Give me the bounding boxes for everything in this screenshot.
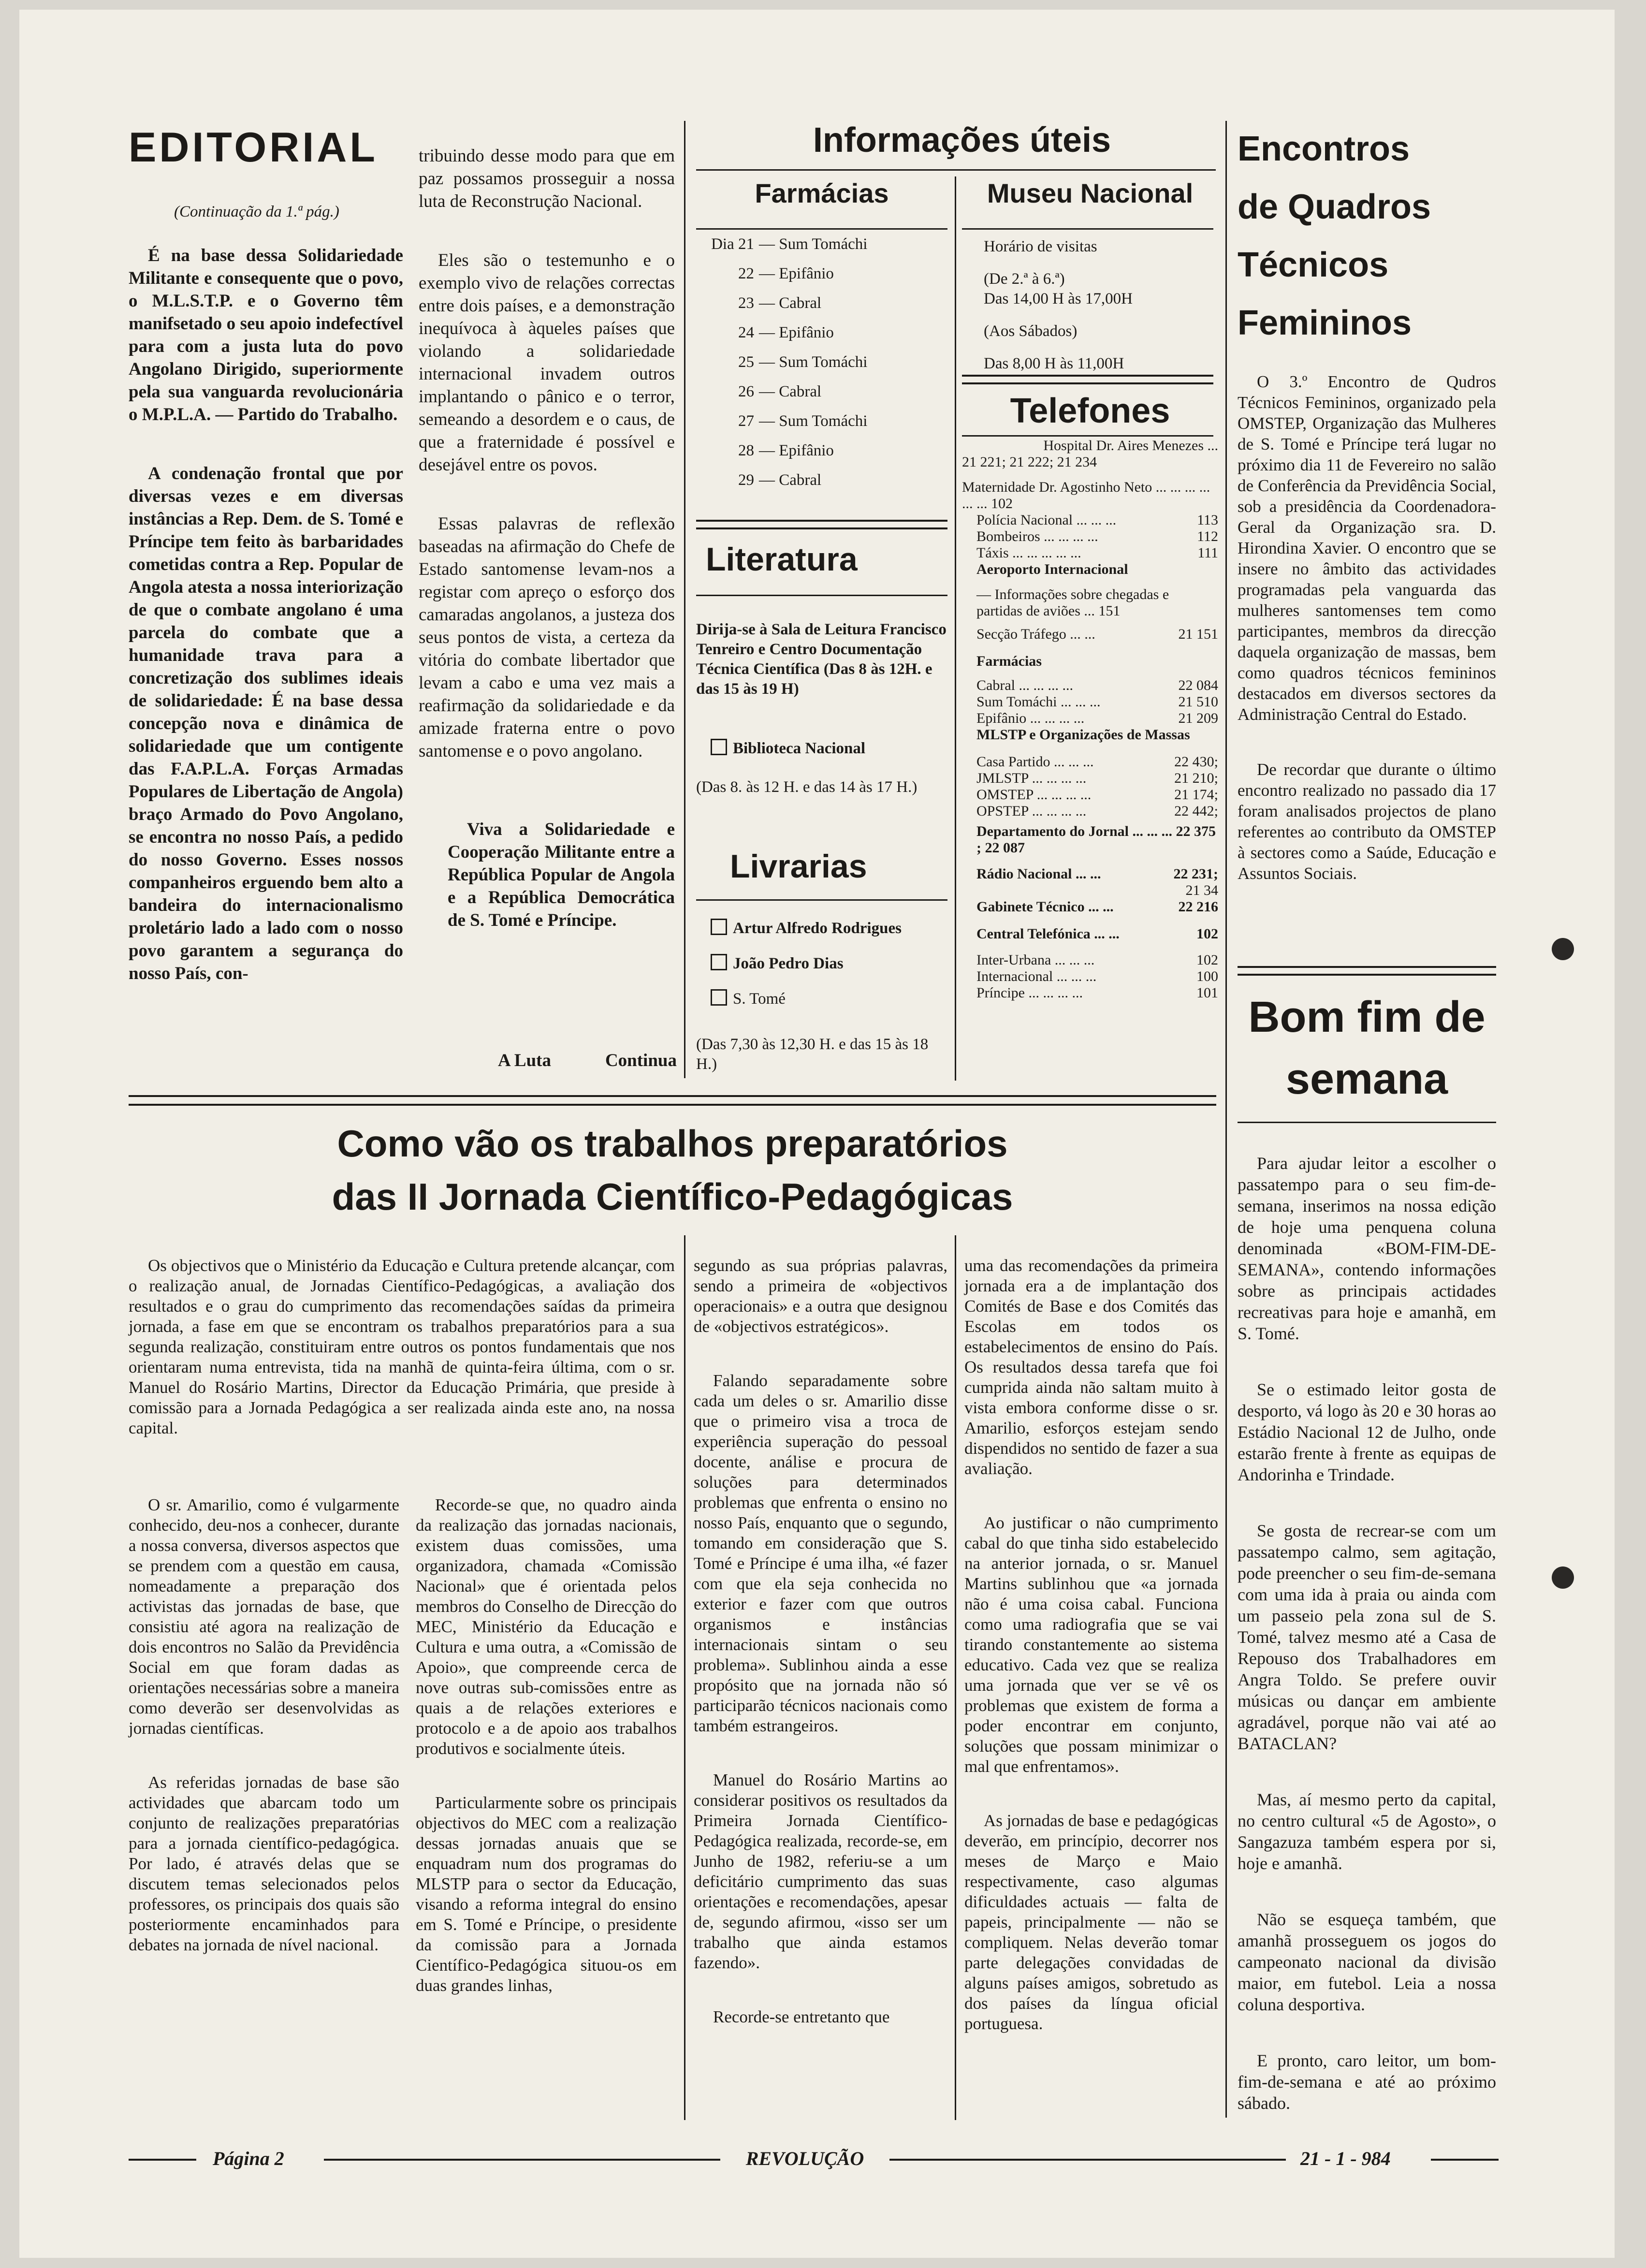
article-headline xyxy=(129,1117,1216,1223)
editorial-paragraph: Eles são o testemunho e o exemplo vivo de relações correctas entre dois países, e a demonstração inequívoca à àqueles países que violando a solidariedade internacional invadem outros implantando o pânico e o terror, semeando a desordem e o caus, de que a fraternidade é possível e desejável entre os povos. xyxy=(419,250,675,475)
telefones-list: Hospital Dr. Aires Menezes ... 21 221; 21 222; 21 234 Maternidade Dr. Agostinho Neto ... ... ... ... ... ... 102 Polícia Nacional ... ... ... 113 Bombeiros ... ... ... ... 112 Táxis ... ... ... ... ... 111 Aeroporto Internacional — Informações sobre chegadas e partidas de aviões ... 151 Secção Tráfego ... ... 21 151 Farmácias Cabral ... ... ... ... 22 084 Sum Tomáchi ... ... ... 21 510 Epifânio ... ... ... ... 21 209 MLSTP e Organizações de Massas Casa Partido ... ... ... 22 430; JMLSTP ... ... ... ... 21 210; OMSTEP ... ... ... ... 21 174; OPSTEP ... ... ... ... 22 442; Departamento do Jornal ... ... ... 22 375 ; 22 087 Rádio Nacional ... ... 22 231; 21 34 Gabinete Técnico ... ... 22 216 Central Telefónica ... ... 102 Inter-Urbana ... ... ... 102 Internacional ... ... ... 100 Príncipe ... ... ... ... 101 xyxy=(962,438,1218,1001)
column-divider xyxy=(684,1235,685,2120)
article-paragraph: uma das recomendações da primeira jornada era a de implantação dos Comités de Base e dos Comités das Escolas em todos os estabelecimentos de ensino do País. Os resultados dessa tarefa que foi cumprida ainda não saltam muito à vista embora conforme disse o sr. Amarilio, esforços estejam sendo dispendidos no sentido de fazer a sua avaliação. xyxy=(964,1256,1218,1478)
checkbox-icon xyxy=(711,989,727,1006)
bom-fim-title: Bom fim de semana xyxy=(1248,993,1486,1103)
article-column-2 xyxy=(416,1475,677,2030)
biblioteca-hours: (Das 8. às 12 H. e das 14 às 17 H.) xyxy=(696,778,918,796)
bom-fim-paragraph: Para ajudar leitor a escolher o passatempo para o seu fim-de-semana, inserimos na nossa edição de hoje uma penquena coluna denominada «BOM-FIM-DE-SEMANA», contendo informações sobre as principais actidades recreativas para hoje e amanhã, em S. Tomé. xyxy=(1238,1154,1496,1343)
article-paragraph: Manuel do Rosário Martins ao considerar positivos os resultados da Primeira Jornada Científico-Pedagógica realizada, recorde-se, em Junho de 1982, referiu-se a um deficitário cumprimento das suas orientações e recomendações, apesar de, segundo afirmou, «isso ser um trabalho que ainda estamos fazendo». xyxy=(694,1771,947,1972)
farmacia-row: 24 — Epifânio xyxy=(738,324,834,341)
editorial-closing: Viva a Solidariedade e Cooperação Militante entre a República Popular de Angola e a República Democrática de S. Tomé e Príncipe. xyxy=(448,819,675,930)
bom-fim-body xyxy=(1238,1131,1496,2149)
telefones-rule xyxy=(962,435,1213,437)
livraria-item: Artur Alfredo Rodrigues xyxy=(711,919,947,938)
livrarias-rule xyxy=(696,899,947,901)
editorial-paragraph: Essas palavras de reflexão baseadas na afirmação do Chefe de Estado santomense levam-nos a registar com apreço o esforço dos camaradas angolanos, a justeza dos seus pontos de vista, a certeza da vitória do combate libertador que levam a cabo e uma vez mais a reafirmação da solidariedade e da amizade fraterna entre o povo santomense e o povo angolano. xyxy=(419,514,675,761)
editorial-title: EDITORIAL xyxy=(129,124,378,171)
museu-hours: Horário de visitas (De 2.ª à 6.ª) Das 14,00 H às 17,00H (Aos Sábados) Das 8,00 H às 11,00H xyxy=(984,238,1133,372)
farmacia-row: 28 — Epifânio xyxy=(738,442,834,459)
literatura-text: Dirija-se à Sala de Leitura Francisco Tenreiro e Centro Documentação Técnica Científica (Das 8 às 12H. e das 15 às 19 H) xyxy=(696,621,947,698)
farmacia-row: 29 — Cabral xyxy=(738,471,822,489)
encontros-bottom-rule xyxy=(1238,966,1496,976)
bom-fim-paragraph: Não se esqueça também, que amanhã prosseguem os jogos do campeonato nacional da divisão maior, em futebol. Leia a nossa coluna desportiva. xyxy=(1238,1910,1496,2014)
literatura-rule xyxy=(696,595,947,596)
footer-rule xyxy=(889,2159,1286,2161)
article-paragraph: segundo as sua próprias palavras, sendo a primeira de «objectivos operacionais» e a outra que designou de «objectivos estratégicos». xyxy=(694,1256,947,1336)
farmacia-row: 26 — Cabral xyxy=(738,383,822,400)
farmacia-row: 22 — Epifânio xyxy=(738,265,834,282)
farmacias-list xyxy=(696,234,947,500)
encontros-body xyxy=(1238,351,1496,918)
article-paragraph: Falando separadamente sobre cada um deles o sr. Amarilio disse que o primeiro visa a troca de experiência superação do pessoal docente, análise e procura de soluções para determinados problemas que enfrenta o ensino no nosso País, enquanto que o segundo, tomando em consideração que S. Tomé e Príncipe é uma ilha, «é fazer com que ela seja conhecida no exterior e fazer com que outros organismos e instâncias internacionais sintam o seu problema». Sublinhou ainda a esse propósito que na jornada não só participarão técnicos nacionais como também estrangeiros. xyxy=(694,1371,947,1735)
bom-fim-paragraph: Se gosta de recrear-se com um passatempo calmo, sem agitação, pode preencher o seu fim-de-semana com uma ida à praia ou ainda com um passeio pela zona sul de S. Tomé, talvez mesmo até a Casa de Repouso dos Trabalhadores em Angra Toldo. Se prefere ouvir músicas ou dançar em ambiente agradável, porque não vai até ao BATACLAN? xyxy=(1238,1521,1496,1753)
telefones-title: Telefones xyxy=(1010,392,1170,430)
article-paragraph: Recorde-se que, no quadro ainda da realização das jornadas nacionais, existem duas comissões, uma organizadora, chamada «Comissão Nacional» que é orientada pelos membros do Conselho de Direcção do MEC, Ministério da Educação e Cultura e uma outra, a «Comissão de Apoio», que compreende cerca de nove outras sub-comissões entre as quais a de relações exteriores e protocolo e a de apoio aos trabalhos produtivos e socialmente úteis. xyxy=(416,1495,677,1758)
column-divider xyxy=(684,121,685,1078)
article-paragraph: O sr. Amarilio, como é vulgarmente conhecido, deu-nos a conhecer, durante a nossa conversa, diversos aspectos que se prendem com a questão em causa, nomeadamente a preparação dos activistas das jornadas de base, que consistiu até agora na realização de dois encontros no Salão da Previdência Social em que foram dadas as orientações necessárias sobre a maneira como deverão ser desenvolvidas as jornadas científicas. xyxy=(129,1495,399,1738)
livrarias-list xyxy=(711,919,947,1024)
article-paragraph: Particularmente sobre os principais objectivos do MEC com a realização dessas jornadas anuais que se enquadram num dos programas do MLSTP para o sector da Educação, visando a reforma integral do ensino em S. Tomé e Príncipe, o presidente da comissão para a Jornada Científico-Pedagógica situou-os em duas grandes linhas, xyxy=(416,1793,677,1995)
editorial-paragraph: É na base dessa Solidariedade Militante e consequente que o povo, o M.L.S.T.P. e o Governo têm manifsetado o seu apoio indefectível para com a justa luta do povo Angolano Dirigido, superiormente pela sua vanguarda revolucionária o M.P.L.A. — Partido do Trabalho. xyxy=(129,246,403,424)
museu-bottom-rule xyxy=(962,375,1213,384)
article-column-4 xyxy=(964,1235,1218,2068)
bom-fim-paragraph: Se o estimado leitor gosta de desporto, vá logo às 20 e 30 horas ao Estádio Nacional 12 de Julho, onde estarão frente à frente as equipas de Andorinha e Trindade. xyxy=(1238,1380,1496,1484)
article-column-1 xyxy=(129,1475,399,1989)
editorial-paragraph: A condenação frontal que por diversas vezes e em diversas instâncias a Rep. Dem. de S. Tomé e Príncipe tem feito às barbaridades cometidas contra a Rep. Popular de Angola atesta a nossa interiorização de que o combate angolano é uma parcela do combate que a humanidade trava para a concretização dos sublimes ideais de solidariedade: É na base dessa concepção nova e dinâmica de solidariedade que um contigente das F.A.P.L.A. Forças Armadas Populares de Libertação de Angola) braço Armado do Povo Angolano, se encontra no nosso País, a pedido do nosso Governo. Esses nossos companheiros erguendo bem alto a bandeira do internacionalismo proletário lado a lado com o nosso povo garantem a segurança do nosso País, con- xyxy=(129,464,403,983)
article-top-rule xyxy=(129,1095,1216,1106)
editorial-signoff-right: Continua xyxy=(605,1051,677,1070)
livrarias-title: Livrarias xyxy=(730,848,867,885)
editorial-column-2 xyxy=(419,122,675,968)
editorial-signoff-left: A Luta xyxy=(498,1051,552,1070)
footer-rule xyxy=(129,2159,196,2161)
article-column-3 xyxy=(694,1235,947,2061)
livrarias-hours: (Das 7,30 às 12,30 H. e das 15 às 18 H.) xyxy=(696,1036,929,1073)
article-paragraph: As referidas jornadas de base são actividades que abarcam todo um conjunto de realizações preparatórias para a jornada científico-pedagógica. Por lado, é através delas que se discutem temas selecionados pelos professores, os principais dos quais são posteriormente encaminhados para debates na jornada de nível nacional. xyxy=(129,1773,399,1954)
farmacias-bottom-rule xyxy=(696,520,947,529)
farmacia-row: Dia 21 — Sum Tomáchi xyxy=(711,235,868,253)
punch-hole xyxy=(1552,1566,1574,1589)
farmacias-rule xyxy=(696,228,947,230)
column-divider xyxy=(955,1235,956,2120)
info-title: Informações úteis xyxy=(813,121,1111,160)
farmacia-row: 27 — Sum Tomáchi xyxy=(738,412,868,430)
footer-page-number: Página 2 xyxy=(213,2148,284,2169)
editorial-paragraph: tribuindo desse modo para que em paz possamos prosseguir a nossa luta de Reconstrução Nacional. xyxy=(419,146,675,211)
biblioteca-item: Biblioteca Nacional xyxy=(711,739,943,759)
article-intro: Os objectivos que o Ministério da Educação e Cultura pretende alcançar, com o realização anual, de Jornadas Científico-Pedagógicas, a avaliação dos resultados e o grau do cumprimento das recomendações saídas da primeira jornada, a fase em que se encontram os trabalhos preparatórios para a sua segunda realização, constituiram entre outros os pontos fundamentais que nos orientaram numa entrevista, tida na manhã de quinta-feira última, com o sr. Manuel do Rosário Martins, Director da Educação Primária, que preside à comissão para a Jornada Pedagógica a ser realizada ainda este ano, na nossa capital. xyxy=(129,1256,675,1437)
checkbox-icon xyxy=(711,919,727,935)
article-paragraph: Ao justificar o não cumprimento cabal do que tinha sido estabelecido na anterior jornada, o sr. Manuel Martins sublinhou que «a jornada não é uma coisa cabal. Funciona como uma radiografia que se vai tirando constantemente ao sistema educativo. Cada vez que se realiza uma jornada que ver se vê os problemas que existem de forma a poder encontrar em conjunto, soluções que possam minimizar o mal que enfrentamos». xyxy=(964,1513,1218,1776)
article-headline-line-1: Como vão os trabalhos preparatórios xyxy=(337,1122,1008,1165)
article-headline-line-2: das II Jornada Científico-Pedagógicas xyxy=(332,1175,1013,1218)
editorial-continuation: (Continuação da 1.ª pág.) xyxy=(174,203,339,220)
farmacia-row: 25 — Sum Tomáchi xyxy=(738,353,868,371)
farmacias-title: Farmácias xyxy=(755,178,889,208)
footer-rule xyxy=(1431,2159,1499,2161)
column-divider xyxy=(955,176,956,1081)
encontros-paragraph: De recordar que durante o último encontro realizado no passado dia 17 foram analisados projectos de plano referentes ao contributo da OMSTEP à sectores como a Saúde, Educação e Assuntos Sociais. xyxy=(1238,760,1496,883)
info-rule xyxy=(696,169,1216,171)
footer-rule xyxy=(324,2159,720,2161)
encontros-title: Encontros de Quadros Técnicos Femininos xyxy=(1238,130,1431,342)
editorial-column-1 xyxy=(129,221,403,1021)
livraria-item: S. Tomé xyxy=(711,989,947,1009)
bom-fim-paragraph: E pronto, caro leitor, um bom-fim-de-semana e até ao próximo sábado. xyxy=(1238,2051,1496,2113)
footer-newspaper-name: REVOLUÇÃO xyxy=(745,2148,864,2169)
encontros-paragraph: O 3.º Encontro de Qudros Técnicos Femininos, organizado pela OMSTEP, Organização das Mulheres de S. Tomé e Príncipe terá lugar no próximo dia 11 de Fevereiro no salão de Conferência da Previdência Social, sob a presidência da Coordenadora-Geral da Organização sra. D. Hirondina Xavier. O encontro que se insere no âmbito das actividades programadas pela vanguarda das mulheres santomenses tem como participantes, membros da direcção daquela organização de massas, bem como quadros técnicos femininos destacados em diversos sectores da Administração Central do Estado. xyxy=(1238,372,1496,724)
museu-rule xyxy=(962,228,1213,230)
bom-fim-paragraph: Mas, aí mesmo perto da capital, no centro cultural «5 de Agosto», o Sangazuza também espera por si, hoje e amanhã. xyxy=(1238,1790,1496,1873)
article-paragraph: Recorde-se entretanto que xyxy=(713,2007,890,2026)
punch-hole xyxy=(1552,938,1574,960)
museu-title: Museu Nacional xyxy=(987,178,1194,208)
farmacia-row: 23 — Cabral xyxy=(738,294,822,312)
checkbox-icon xyxy=(711,739,727,755)
bom-fim-rule xyxy=(1238,1122,1496,1123)
literatura-title: Literatura xyxy=(706,541,858,578)
checkbox-icon xyxy=(711,954,727,970)
newspaper-page xyxy=(19,10,1615,2258)
article-paragraph: As jornadas de base e pedagógicas deverão, em princípio, decorrer nos meses de Março e Maio respectivamente, caso algumas dificuldades actuais — falta de papeis, principalmente — não se compliquem. Nelas deverão tomar parte delegações convidadas de alguns países amigos, sobretudo as dos países da língua oficial portuguesa. xyxy=(964,1811,1218,2033)
footer-date: 21 - 1 - 984 xyxy=(1300,2148,1391,2169)
livraria-item: João Pedro Dias xyxy=(711,954,947,974)
column-divider xyxy=(1225,121,1227,2118)
